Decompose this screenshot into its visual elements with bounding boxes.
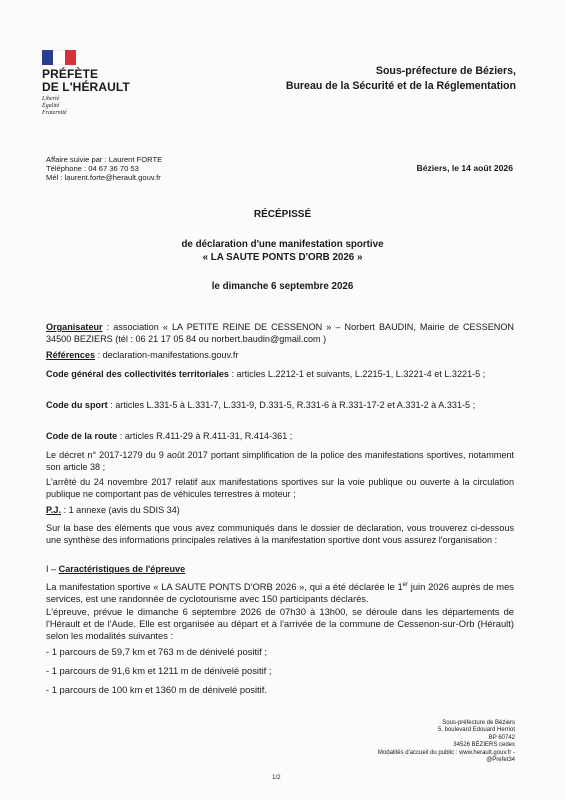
event-details-paragraph: L'épreuve, prévue le dimanche 6 septembre 2026 de 07h30 à 13h00, se déroule dans les départements de l'Hérault et de l'Aude. Elle est organisée au départ et à l'arrivée de la commune de Cessenon-sur-Orb (Hérault) selon les modalités suivantes : xyxy=(46,606,514,641)
republic-motto: Liberté Égalité Fraternité xyxy=(42,96,67,116)
section-heading: I – Caractéristiques de l'épreuve xyxy=(46,564,186,574)
prefecture-logo-text: PRÉFÈTE DE L'HÉRAULT xyxy=(42,67,130,94)
marianne-logo-icon xyxy=(42,50,76,65)
intro-paragraph: Sur la base des éléments que vous avez communiqués dans le dossier de déclaration, vous trouverez ci-dessous une synthèse des informations principales relatives à la manifestation sportive dont vous assurez l'organisation : xyxy=(46,523,514,545)
contact-block: Affaire suivie par : Laurent FORTE Téléphone : 04 67 36 70 53 Mél : laurent.forte@herault.gouv.fr xyxy=(46,155,163,182)
route-item: - 1 parcours de 100 km et 1360 m de dénivelé positif. xyxy=(46,684,267,695)
route-item: - 1 parcours de 91,6 km et 1211 m de dénivelé positif ; xyxy=(46,665,272,676)
document-title: RÉCÉPISSÉ xyxy=(253,209,312,220)
event-date: le dimanche 6 septembre 2026 xyxy=(211,281,354,292)
event-name: « LA SAUTE PONTS D'ORB 2026 » xyxy=(202,252,363,263)
arrete-paragraph: L'arrêté du 24 novembre 2017 relatif aux manifestations sportives sur la voie publique ou ouverte à la circulation publique ne comportant pas de véhicules terrestres à moteur ; xyxy=(46,477,514,499)
document-date: Béziers, le 14 août 2026 xyxy=(416,163,513,173)
route-code-paragraph: Code de la route : articles R.411-29 à R.411-31, R.414-361 ; xyxy=(46,431,293,441)
attachment-paragraph: P.J. : 1 annexe (avis du SDIS 34) xyxy=(46,505,180,515)
document-subtitle: de déclaration d'une manifestation sportive xyxy=(181,239,384,250)
decret-paragraph: Le décret n° 2017-1279 du 9 août 2017 portant simplification de la police des manifestations sportives, notamment son article 38 ; xyxy=(46,450,514,472)
sport-code-paragraph: Code du sport : articles L.331-5 à L.331-7, L.331-9, D.331-5, R.331-6 à R.331-17-2 et A.331-2 à A.331-5 ; xyxy=(46,400,476,410)
organisateur-paragraph: Organisateur : association « LA PETITE REINE DE CESSENON » – Norbert BAUDIN, Mairie de CESSENON 34500 BEZIERS (tél : 06 21 17 05 84 ou norbert.baudin@gmail.com ) xyxy=(46,322,514,344)
cgct-paragraph: Code général des collectivités territoriales : articles L.2212-1 et suivants, L.2215-1, L.3221-4 et L.3221-5 ; xyxy=(46,369,486,379)
route-item: - 1 parcours de 59,7 km et 763 m de dénivelé positif ; xyxy=(46,646,267,657)
footer-address: Sous-préfecture de Béziers 5, boulevard Edouard Herriot BP 60742 34526 BÉZIERS cedex Modalités d'accueil du public : www.herault.gouv.fr - @Prefet34 xyxy=(377,720,515,764)
office-header: Sous-préfecture de Béziers, Bureau de la Sécurité et de la Réglementation xyxy=(285,65,516,92)
declaration-paragraph: La manifestation sportive « LA SAUTE PONTS D'ORB 2026 », qui a été déclarée le 1er juin 2026 auprès de mes services, est une randonnée de cyclotourisme avec 150 participants déclarés. xyxy=(46,581,514,605)
page-number: 1/2 xyxy=(272,774,281,781)
references-paragraph: Références : declaration-manifestations.gouv.fr xyxy=(46,350,239,360)
